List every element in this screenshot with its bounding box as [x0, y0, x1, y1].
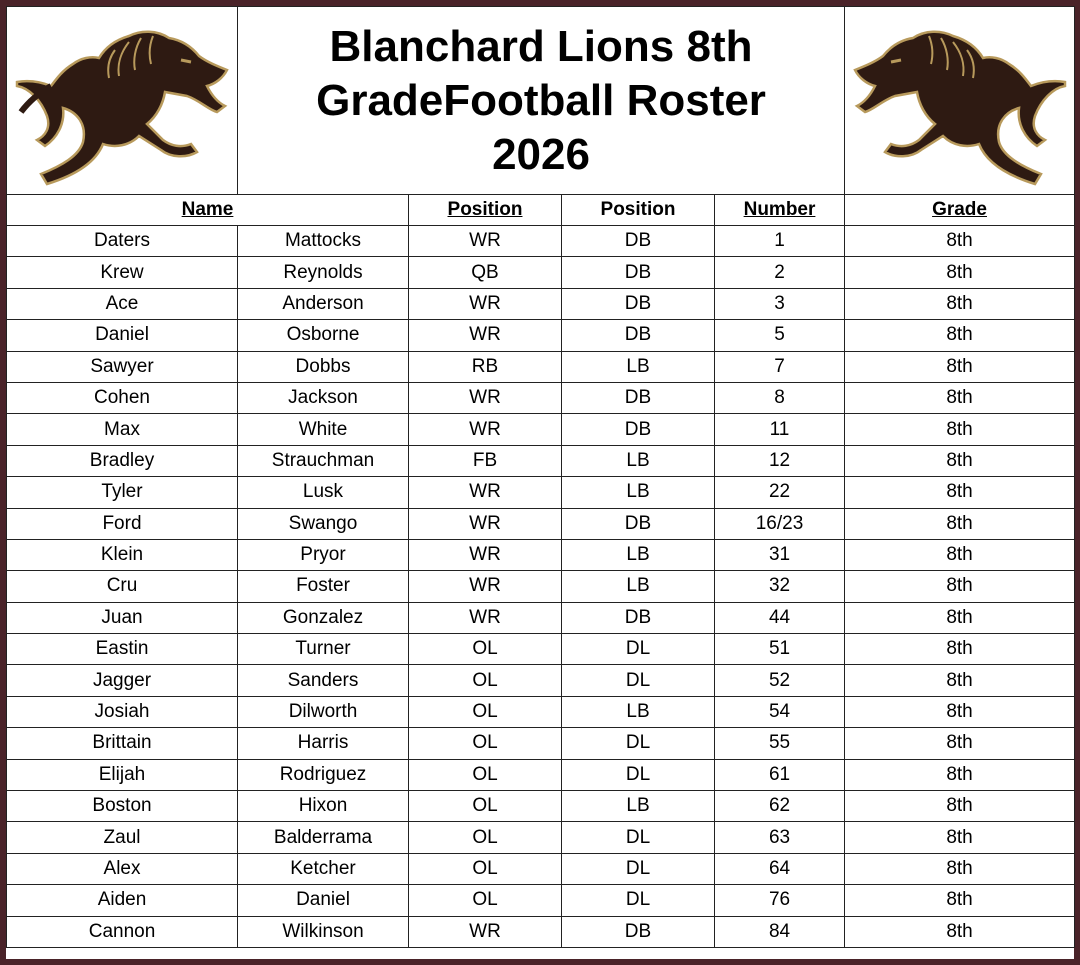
- table-row: [7, 414, 1075, 445]
- player-grade: 8th: [845, 320, 1075, 351]
- player-first-name: Juan: [7, 602, 238, 633]
- player-position-defense: DL: [562, 759, 715, 790]
- player-last-name: Harris: [238, 728, 409, 759]
- page-title: [238, 20, 844, 182]
- player-position-defense: DL: [562, 665, 715, 696]
- player-first-name: Josiah: [7, 696, 238, 727]
- player-position-offense: OL: [409, 634, 562, 665]
- title-line-3: 2026: [492, 129, 590, 179]
- roster-sheet: [6, 6, 1074, 959]
- player-position-offense: QB: [409, 257, 562, 288]
- column-header-position-defense: Position: [562, 195, 715, 226]
- player-position-offense: OL: [409, 791, 562, 822]
- player-number: 51: [715, 634, 845, 665]
- player-grade: 8th: [845, 696, 1075, 727]
- player-grade: 8th: [845, 508, 1075, 539]
- player-first-name: Bradley: [7, 445, 238, 476]
- player-position-offense: OL: [409, 728, 562, 759]
- player-last-name: Hixon: [238, 791, 409, 822]
- player-last-name: Jackson: [238, 382, 409, 413]
- player-first-name: Krew: [7, 257, 238, 288]
- player-first-name: Ace: [7, 288, 238, 319]
- logo-right-cell: [845, 7, 1075, 195]
- table-row: [7, 257, 1075, 288]
- player-number: 62: [715, 791, 845, 822]
- player-position-offense: WR: [409, 477, 562, 508]
- player-grade: 8th: [845, 916, 1075, 947]
- player-grade: 8th: [845, 351, 1075, 382]
- player-grade: 8th: [845, 445, 1075, 476]
- player-position-defense: DB: [562, 226, 715, 257]
- player-number: 12: [715, 445, 845, 476]
- player-position-defense: DL: [562, 885, 715, 916]
- player-position-offense: OL: [409, 665, 562, 696]
- title-cell: [238, 7, 845, 195]
- player-number: 16/23: [715, 508, 845, 539]
- player-grade: 8th: [845, 539, 1075, 570]
- player-first-name: Daniel: [7, 320, 238, 351]
- title-line-2: GradeFootball Roster: [316, 75, 766, 125]
- player-number: 3: [715, 288, 845, 319]
- table-row: [7, 916, 1075, 947]
- player-position-defense: DL: [562, 634, 715, 665]
- player-last-name: Mattocks: [238, 226, 409, 257]
- player-position-offense: WR: [409, 414, 562, 445]
- player-first-name: Zaul: [7, 822, 238, 853]
- player-grade: 8th: [845, 571, 1075, 602]
- table-row: [7, 571, 1075, 602]
- player-last-name: Wilkinson: [238, 916, 409, 947]
- player-grade: 8th: [845, 665, 1075, 696]
- column-header-grade: Grade: [845, 195, 1075, 226]
- player-position-offense: RB: [409, 351, 562, 382]
- player-position-defense: DB: [562, 257, 715, 288]
- lion-logo-icon: [849, 16, 1071, 186]
- column-header-position-offense: Position: [409, 195, 562, 226]
- player-last-name: Turner: [238, 634, 409, 665]
- table-row: [7, 634, 1075, 665]
- player-grade: 8th: [845, 477, 1075, 508]
- player-first-name: Max: [7, 414, 238, 445]
- player-position-defense: DL: [562, 822, 715, 853]
- table-row: [7, 288, 1075, 319]
- player-last-name: Rodriguez: [238, 759, 409, 790]
- table-row: [7, 822, 1075, 853]
- player-position-defense: DB: [562, 602, 715, 633]
- player-last-name: Gonzalez: [238, 602, 409, 633]
- player-grade: 8th: [845, 382, 1075, 413]
- player-last-name: Osborne: [238, 320, 409, 351]
- player-first-name: Alex: [7, 853, 238, 884]
- player-first-name: Cru: [7, 571, 238, 602]
- player-number: 55: [715, 728, 845, 759]
- player-position-offense: FB: [409, 445, 562, 476]
- player-first-name: Ford: [7, 508, 238, 539]
- player-first-name: Cohen: [7, 382, 238, 413]
- player-grade: 8th: [845, 288, 1075, 319]
- player-position-defense: LB: [562, 791, 715, 822]
- player-last-name: White: [238, 414, 409, 445]
- table-row: [7, 885, 1075, 916]
- player-first-name: Tyler: [7, 477, 238, 508]
- table-row: [7, 602, 1075, 633]
- player-grade: 8th: [845, 602, 1075, 633]
- table-row: [7, 853, 1075, 884]
- column-header-number: Number: [715, 195, 845, 226]
- player-grade: 8th: [845, 414, 1075, 445]
- player-first-name: Eastin: [7, 634, 238, 665]
- player-position-defense: DB: [562, 916, 715, 947]
- table-row: [7, 759, 1075, 790]
- title-row: [7, 7, 1075, 195]
- lion-logo-icon: [11, 16, 233, 186]
- player-position-defense: DL: [562, 853, 715, 884]
- player-first-name: Klein: [7, 539, 238, 570]
- player-grade: 8th: [845, 822, 1075, 853]
- player-position-defense: DB: [562, 320, 715, 351]
- player-number: 1: [715, 226, 845, 257]
- player-position-offense: WR: [409, 382, 562, 413]
- player-number: 7: [715, 351, 845, 382]
- player-last-name: Anderson: [238, 288, 409, 319]
- player-position-defense: DB: [562, 508, 715, 539]
- player-position-offense: WR: [409, 571, 562, 602]
- table-row: [7, 320, 1075, 351]
- player-first-name: Elijah: [7, 759, 238, 790]
- player-number: 84: [715, 916, 845, 947]
- player-number: 8: [715, 382, 845, 413]
- player-position-defense: LB: [562, 571, 715, 602]
- player-position-offense: WR: [409, 226, 562, 257]
- player-last-name: Foster: [238, 571, 409, 602]
- player-position-defense: LB: [562, 477, 715, 508]
- player-grade: 8th: [845, 728, 1075, 759]
- player-position-defense: DB: [562, 414, 715, 445]
- table-row: [7, 477, 1075, 508]
- player-number: 64: [715, 853, 845, 884]
- player-first-name: Brittain: [7, 728, 238, 759]
- player-grade: 8th: [845, 634, 1075, 665]
- player-first-name: Sawyer: [7, 351, 238, 382]
- player-last-name: Ketcher: [238, 853, 409, 884]
- player-position-defense: DB: [562, 288, 715, 319]
- player-last-name: Swango: [238, 508, 409, 539]
- player-first-name: Jagger: [7, 665, 238, 696]
- player-number: 76: [715, 885, 845, 916]
- table-row: [7, 539, 1075, 570]
- player-number: 22: [715, 477, 845, 508]
- player-first-name: Cannon: [7, 916, 238, 947]
- player-position-offense: WR: [409, 916, 562, 947]
- player-position-offense: OL: [409, 759, 562, 790]
- player-last-name: Balderrama: [238, 822, 409, 853]
- player-position-offense: WR: [409, 320, 562, 351]
- table-row: [7, 665, 1075, 696]
- player-position-defense: LB: [562, 696, 715, 727]
- player-position-defense: LB: [562, 445, 715, 476]
- player-grade: 8th: [845, 791, 1075, 822]
- player-position-offense: WR: [409, 539, 562, 570]
- player-position-offense: WR: [409, 288, 562, 319]
- table-row: [7, 226, 1075, 257]
- player-number: 2: [715, 257, 845, 288]
- player-last-name: Pryor: [238, 539, 409, 570]
- player-grade: 8th: [845, 257, 1075, 288]
- player-position-offense: WR: [409, 508, 562, 539]
- player-last-name: Dilworth: [238, 696, 409, 727]
- player-last-name: Dobbs: [238, 351, 409, 382]
- player-position-defense: DL: [562, 728, 715, 759]
- table-row: [7, 728, 1075, 759]
- player-position-offense: OL: [409, 853, 562, 884]
- player-number: 5: [715, 320, 845, 351]
- player-position-offense: OL: [409, 885, 562, 916]
- title-line-1: Blanchard Lions 8th: [329, 21, 753, 71]
- table-row: [7, 351, 1075, 382]
- column-header-row: [7, 195, 1075, 226]
- table-row: [7, 791, 1075, 822]
- player-number: 32: [715, 571, 845, 602]
- player-number: 52: [715, 665, 845, 696]
- player-grade: 8th: [845, 853, 1075, 884]
- player-last-name: Lusk: [238, 477, 409, 508]
- player-number: 61: [715, 759, 845, 790]
- player-position-defense: LB: [562, 539, 715, 570]
- player-grade: 8th: [845, 885, 1075, 916]
- logo-left-cell: [7, 7, 238, 195]
- player-number: 63: [715, 822, 845, 853]
- player-number: 11: [715, 414, 845, 445]
- player-last-name: Reynolds: [238, 257, 409, 288]
- player-first-name: Boston: [7, 791, 238, 822]
- player-position-offense: OL: [409, 822, 562, 853]
- table-row: [7, 696, 1075, 727]
- player-position-offense: WR: [409, 602, 562, 633]
- player-position-offense: OL: [409, 696, 562, 727]
- player-position-defense: DB: [562, 382, 715, 413]
- table-row: [7, 508, 1075, 539]
- player-number: 54: [715, 696, 845, 727]
- column-header-name: Name: [7, 195, 409, 226]
- player-first-name: Daters: [7, 226, 238, 257]
- player-position-defense: LB: [562, 351, 715, 382]
- player-last-name: Strauchman: [238, 445, 409, 476]
- roster-table: [6, 6, 1075, 948]
- player-number: 44: [715, 602, 845, 633]
- table-row: [7, 445, 1075, 476]
- player-last-name: Sanders: [238, 665, 409, 696]
- player-number: 31: [715, 539, 845, 570]
- player-grade: 8th: [845, 759, 1075, 790]
- player-last-name: Daniel: [238, 885, 409, 916]
- table-row: [7, 382, 1075, 413]
- player-first-name: Aiden: [7, 885, 238, 916]
- player-grade: 8th: [845, 226, 1075, 257]
